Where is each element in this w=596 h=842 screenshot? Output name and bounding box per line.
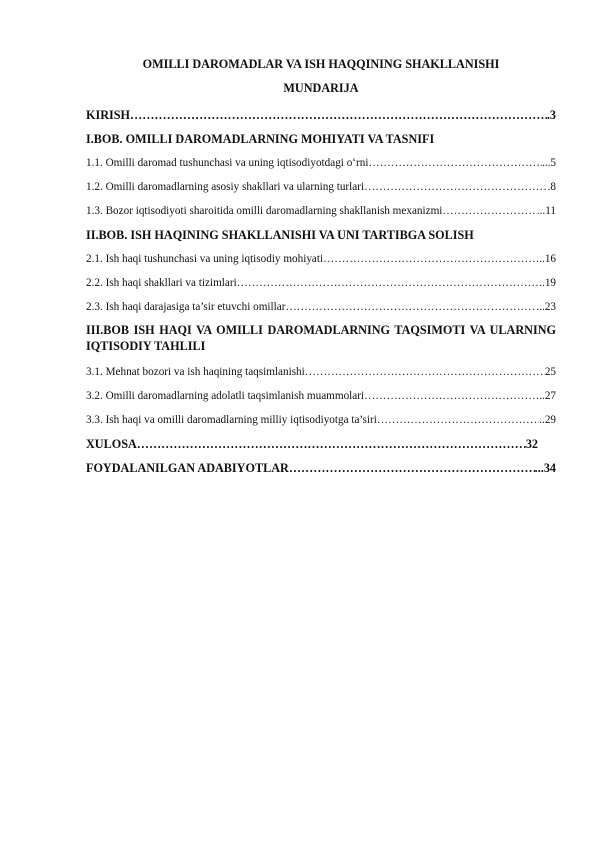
document-page [86,56,556,480]
toc-entry-2-3[interactable] [86,295,556,319]
toc-entry-references[interactable] [86,456,556,480]
toc-page-number: .8 [547,181,556,193]
toc-entry-3-3[interactable] [86,408,556,432]
toc-entry-label: 2.3. Ish haqi darajasiga ta’sir etuvchi omillar [86,301,286,313]
toc-page-number: ...23 [536,301,556,313]
toc-page-number: ...11 [536,205,556,217]
dot-leader [364,175,548,199]
toc-entry-xulosa[interactable] [86,432,538,456]
toc-entry-label: 1.3. Bozor iqtisodiyoti sharoitida omilli daromadlarning shakllanish mexanizmi [86,205,443,217]
dot-leader [305,360,545,384]
toc-entry-label: 1.2. Omilli daromadlarning asosiy shakllari va ularning turlari [86,181,365,193]
toc-chapter-2[interactable]: II.BOB. ISH HAQINING SHAKLLANISHI VA UNI TARTIBGA SOLISH [86,228,474,242]
toc-entry-2-2[interactable] [86,271,556,295]
dot-leader [289,456,535,480]
dot-leader [377,408,539,432]
toc-page-number: ..29 [539,414,556,426]
dot-leader [137,432,526,456]
toc-entry-3-1[interactable] [86,360,556,384]
toc-entry-label: KIRISH [86,108,131,122]
toc-entry-1-3[interactable] [86,199,556,223]
dot-leader [130,103,547,127]
toc-entry-1-2[interactable] [86,175,556,199]
dot-leader [323,247,539,271]
toc-page-number: .3 [546,108,556,122]
dot-leader [368,151,542,175]
toc-page-number: ...34 [534,461,556,475]
toc-page-number: .19 [542,277,556,289]
toc-entry-1-1[interactable] [86,151,556,175]
toc-entry-2-1[interactable] [86,247,556,271]
toc-entry-label: 2.1. Ish haqi tushunchasi va uning iqtisodiy mohiyati [86,253,324,265]
toc-page-number: ..27 [539,390,556,402]
dot-leader [442,199,536,223]
toc-entry-label: 1.1. Omilli daromad tushunchasi va uning iqtisodiyotdagi o‘rni [86,157,369,169]
toc-chapter-3[interactable]: III.BOB ISH HAQI VA OMILLI DAROMADLARNING TAQSIMOTI VA ULARNING IQTISODIY TAHLILI [86,323,556,353]
toc-page-number: 32 [525,437,538,451]
toc-entry-3-2[interactable] [86,384,556,408]
dot-leader [285,295,536,319]
toc-page-number: ...5 [542,157,556,169]
toc-entry-label: FOYDALANILGAN ADABIYOTLAR [86,461,289,475]
toc-page-number: 25 [544,366,556,378]
document-title: OMILLI DAROMADLAR VA ISH HAQQINING SHAKLLANISHI [142,57,500,71]
toc-chapter-1[interactable]: I.BOB. OMILLI DAROMADLARNING MOHIYATI VA TASNIFI [86,132,435,146]
dot-leader [364,384,539,408]
toc-entry-label: 3.1. Mehnat bozori va ish haqining taqsimlanishi [86,366,305,378]
toc-entry-label: 2.2. Ish haqi shakllari va tizimlari [86,277,237,289]
dot-leader [237,271,542,295]
toc-entry-label: 3.3. Ish haqi va omilli daromadlarning milliy iqtisodiyotga ta’siri [86,414,377,426]
toc-heading: MUNDARIJA [283,81,359,95]
toc-entry-label: XULOSA [86,437,137,451]
toc-entry-kirish[interactable] [86,103,556,127]
toc-page-number: ..16 [539,253,556,265]
toc-entry-label: 3.2. Omilli daromadlarning adolatli taqsimlanish muammolari [86,390,365,402]
